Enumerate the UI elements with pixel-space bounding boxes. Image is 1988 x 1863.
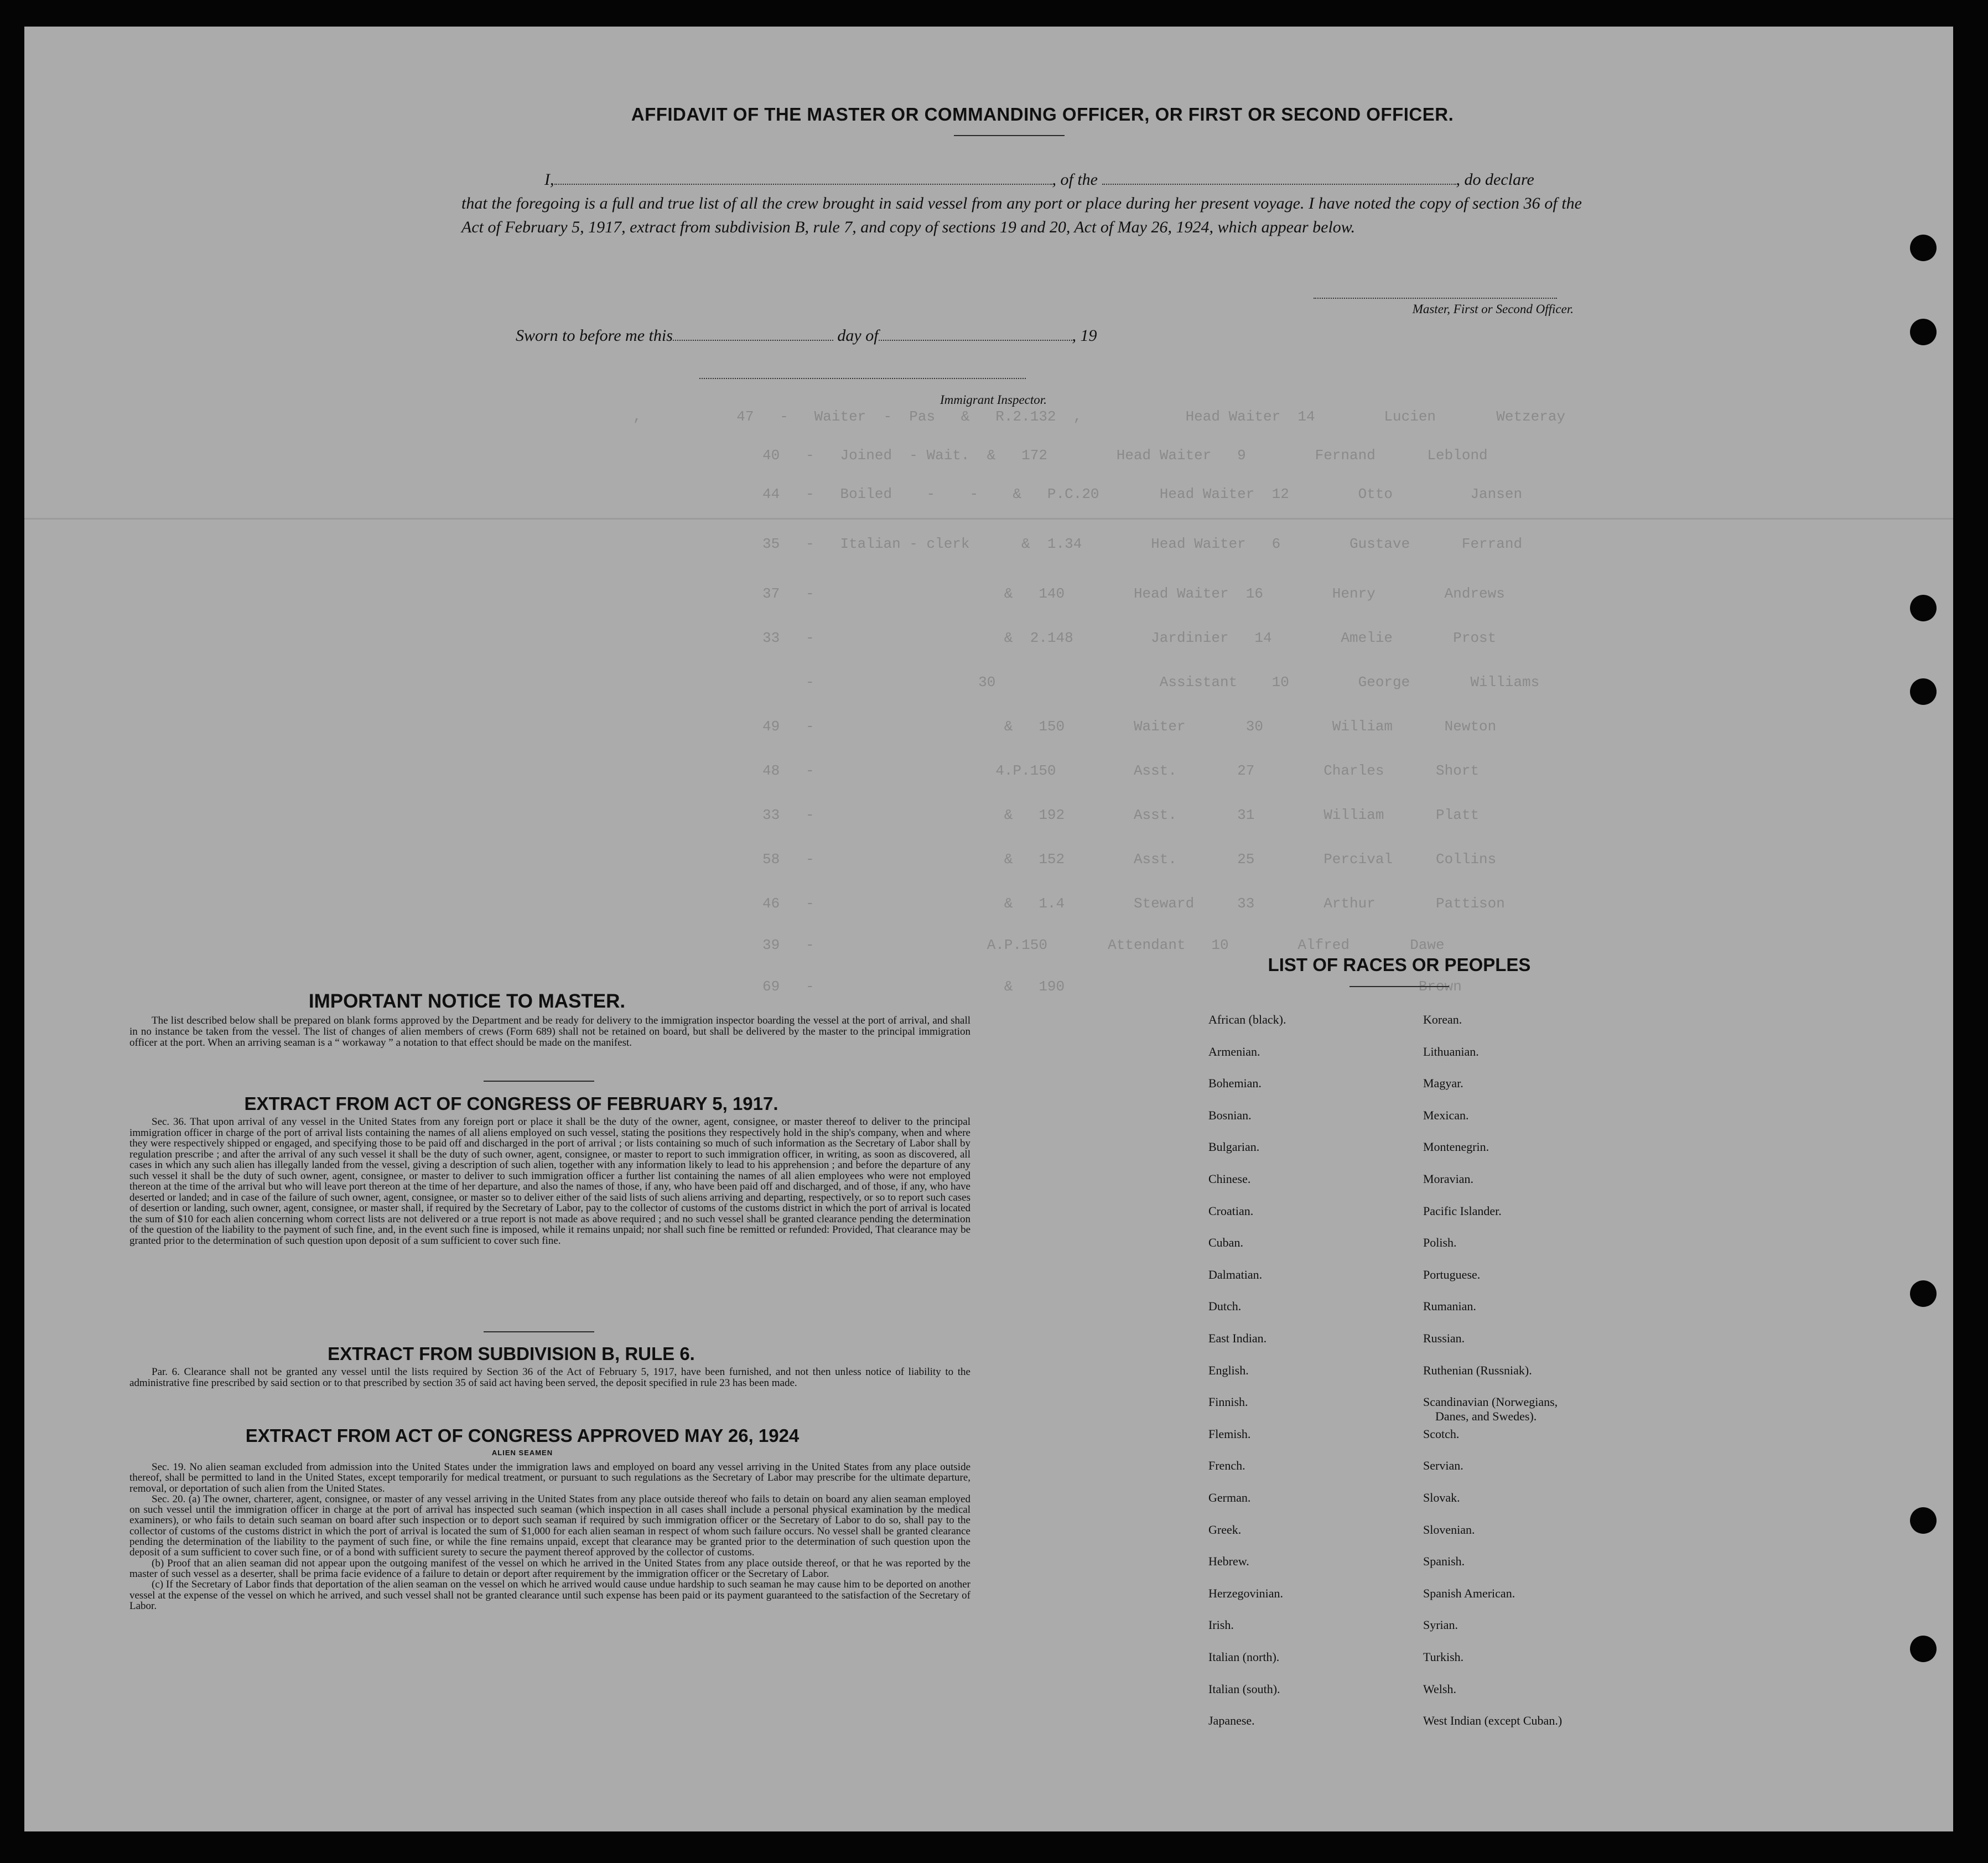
bleed-through-text: 44 - Boiled - - & P.C.20 Head Waiter 12 Otto Jansen bbox=[633, 486, 1523, 502]
race-col1-item: German. bbox=[1208, 1491, 1251, 1504]
race-col1-item: Bohemian. bbox=[1208, 1076, 1262, 1091]
punch-hole bbox=[1910, 235, 1937, 261]
bleed-through-text: 48 - 4.P.150 Asst. 27 Charles Short bbox=[633, 762, 1480, 779]
bleed-through-text: , 47 - Waiter - Pas & R.2.132 , Head Waiter 14 Lucien Wetzeray bbox=[633, 408, 1566, 425]
bleed-through-text: - 30 Assistant 10 George Williams bbox=[633, 674, 1540, 691]
affidavit-declaration-text: that the foregoing is a full and true list of all the crew brought in said vessel from any port or place during her present voyage. I have noted the copy of section 36 of the Act of February 5, 1917, extract from subdivision B, rule 7, and copy of sections 19 and 20, Act of May 26, 1924, which appear below. bbox=[461, 194, 1582, 236]
affidavit-i-label: I, bbox=[544, 170, 554, 189]
extract-1917-body: Sec. 36. That upon arrival of any vessel in the United States from any foreign port or place it shall be the duty of the owner, agent, consignee, or master thereof to deliver to the principal immigration officer in charge of the port of arrival lists containing the names of all aliens employed on such vessel, stating the positions they respectively hold in the ship's company, when and where they were respectively shipped or engaged, and specifying those to be paid off and discharged in the port of arrival ; or lists containing so much of such information as the Secretary of Labor shall by regulation prescribe ; and after the arrival of any such vessel it shall be the duty of such owner, agent, consignee, or master to report to such immigration officer, in writing, as soon as discovered, all cases in which any such alien has illegally landed from the vessel, giving a description of such alien, together with any information likely to lead to his apprehension ; and before the departure of any such vessel it shall be the duty of such owner, agent, consignee, or master to deliver to such immigration officer a further list containing the names of all alien employees who were not employed thereon at the time of the arrival but who will leave port thereon at the time of her departure, and also the names of those, if any, who have been paid off and discharged, and of those, if any, who have deserted or landed; and in case of the failure of such owner, agent, consignee, or master so to deliver either of the said lists of such aliens arriving and departing, respectively, or so to report such cases of desertion or landing, such owner, agent, consignee, or master shall, if required by the Secretary of Labor, pay to the collector of customs of the customs district in which the port of arrival is located the sum of $10 for each alien concerning whom correct lists are not delivered or a true report is not made as above required ; and no such vessel shall be granted clearance pending the determination of the question of the liability to the payment of such fine, and, in the event such fine is imposed, while it remains unpaid; nor shall such fine be remitted or refunded: Provided, That clearance may be granted prior to the determination of such question upon deposit of a sum sufficient to cover such fine. bbox=[129, 1116, 970, 1247]
race-col1-item: Japanese. bbox=[1208, 1714, 1255, 1728]
race-col2-item: Magyar. bbox=[1423, 1076, 1463, 1091]
extract-1924-sec20b: (b) Proof that an alien seaman did not appear upon the outgoing manifest of the vessel on which he arrived in the United States from any place outside thereof, or that he was reported by the master of such vessel as a deserter, shall be prima facie evidence of a failure to detain or deport after requirement by the immigration officer or the Secretary of Labor. bbox=[129, 1557, 970, 1580]
race-col1-item: Chinese. bbox=[1208, 1172, 1251, 1186]
extract-1924-body bbox=[129, 1462, 970, 1611]
race-col1-item: Croatian. bbox=[1208, 1203, 1254, 1218]
races-divider bbox=[1349, 986, 1449, 987]
race-col2-item: Lithuanian. bbox=[1423, 1044, 1479, 1058]
punch-hole bbox=[1910, 1280, 1937, 1307]
race-col1-item: Bulgarian. bbox=[1208, 1140, 1260, 1154]
extract-rule6-body: Par. 6. Clearance shall not be granted any vessel until the lists required by Section 36 of the Act of February 5, 1917, have been furnished, and not then unless notice of liability to the administrative fine prescribed by said section or to that prescribed by section 35 of said act having been served, the deposit specified in rule 23 has been made. bbox=[129, 1366, 970, 1389]
bleed-through-text: 39 - A.P.150 Attendant 10 Alfred Dawe bbox=[633, 937, 1445, 953]
race-col2-item: Slovak. bbox=[1423, 1491, 1460, 1504]
race-col2-item: Pacific Islander. bbox=[1423, 1203, 1502, 1218]
race-col2-item: Montenegrin. bbox=[1423, 1140, 1489, 1154]
document-sheet bbox=[24, 27, 1953, 1831]
race-col2-item: Welsh. bbox=[1423, 1682, 1456, 1696]
race-col2-item: Scotch. bbox=[1423, 1426, 1460, 1441]
affidavit-first-line bbox=[461, 168, 1582, 191]
race-col2-item: Rumanian. bbox=[1423, 1299, 1476, 1314]
race-col1-item: Armenian. bbox=[1208, 1044, 1260, 1058]
race-col1-item: Flemish. bbox=[1208, 1426, 1251, 1441]
race-col2-item: Spanish American. bbox=[1423, 1586, 1515, 1600]
master-signature-line[interactable] bbox=[1314, 298, 1557, 299]
punch-hole bbox=[1910, 678, 1937, 705]
race-col1-item: Herzegovinian. bbox=[1208, 1586, 1283, 1600]
page-fold-line bbox=[24, 518, 1953, 520]
bleed-through-text: 35 - Italian - clerk & 1.34 Head Waiter 6 Gustave Ferrand bbox=[633, 536, 1523, 552]
extract-1924-title: EXTRACT FROM ACT OF CONGRESS APPROVED MAY 26, 1924 bbox=[245, 1425, 800, 1446]
bleed-through-text: 46 - & 1.4 Steward 33 Arthur Pattison bbox=[633, 895, 1505, 912]
extract-rule6-title: EXTRACT FROM SUBDIVISION B, RULE 6. bbox=[328, 1343, 695, 1364]
race-col1-item: African (black). bbox=[1208, 1013, 1286, 1026]
extract-1924-sec20c: (c) If the Secretary of Labor finds that deportation of the alien seaman on the vessel on which he arrived would cause undue hardship to such seaman he may cause him to be deported on another vessel at the expense of the vessel on which he arrived, and such vessel shall not be granted clearance until such expense has been paid or its payment guaranteed to the satisfaction of the Secretary of Labor. bbox=[129, 1579, 970, 1612]
race-col1-item: Italian (north). bbox=[1208, 1650, 1280, 1664]
bleed-through-text: 69 - & 190 Brown bbox=[633, 978, 1462, 995]
race-col2-item: Slovenian. bbox=[1423, 1522, 1475, 1537]
extract-1924-subtitle: ALIEN SEAMEN bbox=[491, 1449, 553, 1457]
race-col2-item: West Indian (except Cuban.) bbox=[1423, 1714, 1563, 1728]
race-col2-item: Spanish. bbox=[1423, 1554, 1465, 1569]
extract-1924-sec19: Sec. 19. No alien seaman excluded from admission into the United States under the immigration laws and employed on board any vessel arriving in the United States from any place outside thereof, shall be permitted to land in the United States, except temporarily for medical treatment, or pursuant to such regulations as the Secretary of Labor may prescribe for the ultimate departure, removal, or deportation of such alien from the United States. bbox=[129, 1461, 970, 1494]
section-divider bbox=[484, 1331, 594, 1332]
race-col1-item: English. bbox=[1208, 1363, 1249, 1377]
punch-hole bbox=[1910, 319, 1937, 345]
race-col2-item: Russian. bbox=[1423, 1331, 1465, 1345]
punch-hole bbox=[1910, 1636, 1937, 1662]
race-col1-item: Cuban. bbox=[1208, 1236, 1243, 1250]
extract-1924-sec20a: Sec. 20. (a) The owner, charterer, agent, consignee, or master of any vessel arriving in the United States from any place outside thereof who fails to detain on board any alien seaman employed on such vessel until the immigration officer in charge at the port of arrival has inspected such seaman (which inspection in all cases shall include a personal physical examination by the medical examiners), or who fails to detain such seaman on board after such inspection or to deport such seaman if required by such immigration officer or the Secretary of Labor to do so, shall pay to the collector of customs of the customs district in which the port of arrival is located the sum of $1,000 for each alien seaman in respect of whom such failure occurs. No vessel shall be granted clearance pending the determination of the liability to the payment of such fine, or while the fine remains unpaid, except that clearance may be granted prior to the determination of such question upon the deposit of a sum sufficient to cover such fine, or of a bond with sufficient surety to secure the payment thereof approved by the collector of customs. bbox=[129, 1493, 970, 1559]
affidavit-body bbox=[461, 168, 1582, 239]
vessel-name-field[interactable] bbox=[1102, 184, 1456, 185]
punch-hole bbox=[1910, 595, 1937, 621]
title-divider bbox=[954, 135, 1065, 136]
race-col2-item: Servian. bbox=[1423, 1459, 1463, 1473]
bleed-through-text: 40 - Joined - Wait. & 172 Head Waiter 9 Fernand Leblond bbox=[633, 447, 1488, 464]
race-col2-item: Ruthenian (Russniak). bbox=[1423, 1363, 1532, 1377]
race-col1-item: Hebrew. bbox=[1208, 1554, 1249, 1569]
notice-title: IMPORTANT NOTICE TO MASTER. bbox=[308, 990, 626, 1012]
sworn-line bbox=[516, 326, 1235, 345]
race-col2-item: Turkish. bbox=[1423, 1650, 1464, 1664]
notice-body: The list described below shall be prepared on blank forms approved by the Department and be ready for delivery to the immigration inspector boarding the vessel at the port of arrival, and shall in no instance be taken from the vessel. The list of changes of alien members of crews (Form 689) shall not be retained on board, but shall be delivered by the master to the principal immigration officer at the port. When an arriving seaman is a “ workaway ” a notation to that effect should be made on the manifest. bbox=[129, 1015, 970, 1049]
section-divider bbox=[484, 1081, 594, 1082]
sworn-month-field[interactable] bbox=[879, 340, 1072, 341]
race-col2-item: Portuguese. bbox=[1423, 1267, 1481, 1281]
sworn-prefix: Sworn to before me this bbox=[516, 326, 673, 345]
extract-1917-title: EXTRACT FROM ACT OF CONGRESS OF FEBRUARY 5, 1917. bbox=[244, 1093, 778, 1114]
inspector-signature-line[interactable] bbox=[699, 378, 1026, 379]
race-col2-item: Mexican. bbox=[1423, 1108, 1469, 1122]
bleed-through-text: 33 - & 192 Asst. 31 William Platt bbox=[633, 807, 1480, 823]
race-col1-item: Irish. bbox=[1208, 1618, 1234, 1632]
affidavit-declare-label: , do declare bbox=[1456, 170, 1534, 189]
races-title: LIST OF RACES OR PEOPLES bbox=[1268, 954, 1531, 975]
affidavit-of-the-label: , of the bbox=[1052, 170, 1098, 189]
race-col2-item: Moravian. bbox=[1423, 1172, 1474, 1186]
race-col1-item: Greek. bbox=[1208, 1522, 1242, 1537]
race-col2-item: Polish. bbox=[1423, 1236, 1457, 1250]
punch-hole bbox=[1910, 1507, 1937, 1534]
race-col2-item: Scandinavian (Norwegians, Danes, and Swedes). bbox=[1423, 1395, 1558, 1424]
race-col1-item: Dalmatian. bbox=[1208, 1267, 1263, 1281]
officer-name-field[interactable] bbox=[554, 184, 1052, 185]
sworn-day-of: day of bbox=[837, 326, 879, 345]
inspector-label: Immigrant Inspector. bbox=[940, 393, 1047, 407]
sworn-year: , 19 bbox=[1072, 326, 1097, 345]
sworn-day-field[interactable] bbox=[673, 340, 833, 341]
race-col1-item: Bosnian. bbox=[1208, 1108, 1252, 1122]
race-col1-item: French. bbox=[1208, 1459, 1245, 1473]
race-col1-item: Finnish. bbox=[1208, 1395, 1248, 1409]
race-col2-item: Korean. bbox=[1423, 1013, 1462, 1026]
race-col1-item: Italian (south). bbox=[1208, 1682, 1280, 1696]
affidavit-title: AFFIDAVIT OF THE MASTER OR COMMANDING OFFICER, OR FIRST OR SECOND OFFICER. bbox=[631, 104, 1454, 124]
bleed-through-text: 58 - & 152 Asst. 25 Percival Collins bbox=[633, 851, 1497, 868]
bleed-through-text: 49 - & 150 Waiter 30 William Newton bbox=[633, 718, 1497, 735]
race-col2-item: Syrian. bbox=[1423, 1618, 1458, 1632]
master-signature-label: Master, First or Second Officer. bbox=[1412, 302, 1574, 316]
race-col1-item: Dutch. bbox=[1208, 1299, 1242, 1314]
race-col1-item: East Indian. bbox=[1208, 1331, 1267, 1345]
bleed-through-text: 37 - & 140 Head Waiter 16 Henry Andrews bbox=[633, 585, 1505, 602]
bleed-through-text: 33 - & 2.148 Jardinier 14 Amelie Prost bbox=[633, 630, 1497, 646]
